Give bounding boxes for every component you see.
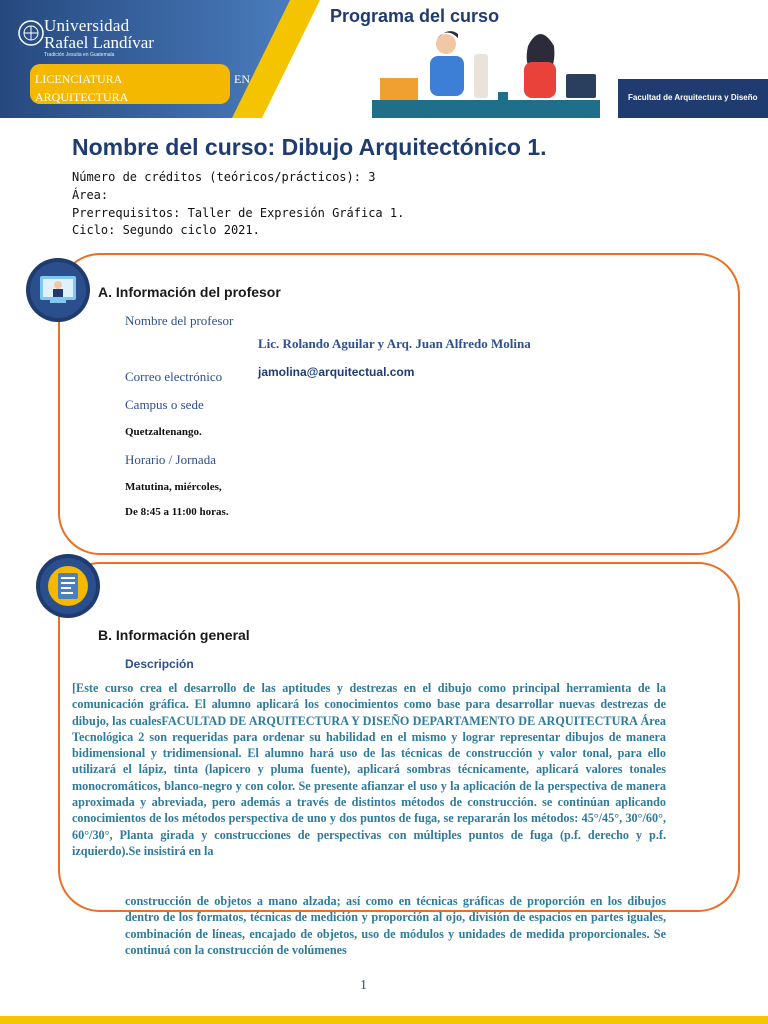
- university-seal-icon: [18, 20, 44, 46]
- cycle-line: Ciclo: Segundo ciclo 2021.: [72, 223, 260, 237]
- page-header: [0, 0, 768, 118]
- footer-bar: [0, 1016, 768, 1024]
- university-name-line1: Universidad: [44, 16, 130, 35]
- license-line2: ARQUITECTURA: [35, 90, 129, 104]
- description-paragraph-continued: construcción de objetos a mano alzada; así como en técnicas gráficas de proporción en los dibujos dentro de los formatos, técnicas de medición y proporción al ojo, división de espacios en partes iguales, combinación de líneas, encajado de objetos, uso de módulos y unidades de medida proporcionales. Se continuá con la construcción de volúmenes: [125, 894, 666, 957]
- teacher-screen-icon: [26, 258, 90, 322]
- program-title: Programa del curso: [330, 6, 500, 26]
- course-title: Nombre del curso: Dibujo Arquitectónico 1.: [72, 134, 547, 160]
- schedule-value-line2: De 8:45 a 11:00 horas.: [125, 506, 229, 518]
- prerequisites-line: Prerrequisitos: Taller de Expresión Gráfica 1.: [72, 206, 405, 220]
- section-b-heading: B. Información general: [98, 627, 250, 643]
- teacher-value: Lic. Rolando Aguilar y Arq. Juan Alfredo Molina: [258, 336, 531, 351]
- area-line: Área:: [72, 188, 109, 202]
- campus-value: Quetzaltenango.: [125, 426, 202, 438]
- license-en: EN: [234, 72, 250, 86]
- university-tagline: Tradición Jesuita en Guatemala: [44, 52, 115, 58]
- credits-line: Número de créditos (teóricos/prácticos): 3: [72, 170, 376, 184]
- faculty-name: Facultad de Arquitectura y Diseño: [628, 93, 758, 102]
- page-number: 1: [360, 978, 367, 993]
- email-label: Correo electrónico: [125, 369, 223, 384]
- license-line1: LICENCIATURA: [35, 72, 123, 86]
- email-value: jamolina@arquitectual.com: [258, 365, 415, 379]
- campus-label: Campus o sede: [125, 397, 204, 412]
- description-label: Descripción: [125, 657, 194, 671]
- section-a-heading: A. Información del profesor: [98, 284, 281, 300]
- document-icon: [36, 554, 100, 618]
- schedule-value-line1: Matutina, miércoles,: [125, 481, 222, 493]
- description-paragraph: [Este curso crea el desarrollo de las aptitudes y destrezas en el dibujo como principal herramienta de la comunicación gráfica. El alumno aplicará los conocimientos como base para desarrollar nuevas destrezas de dibujo, las cualesFACULTAD DE ARQUITECTURA Y DISEÑO DEPARTAMENTO DE ARQUITECTURA Área Tecnológica 2 son requeridas para ordenar su habilidad en el mismo y lograr representar dibujos de manera bidimensional y tridimensional. El alumno hará uso de las técnicas de construcción y valor tonal, para ello utilizará el lápiz, tinta (lapicero y pluma fuente), aplicará sombras técnicamente, aplicará valores tonales monocromáticos, blanco-negro y con color. Se presente afianzar el uso y la aplicación de la perspectiva de manera aproximada y abreviada, pero además a través de distintos métodos de construcción. se continúan aplicando conocimientos de los métodos perspectiva de uno y dos puntos de fuga, se repararán los métodos: 45°/45°, 30°/60°, 60°/30°, Planta girada y construcciones de perspectivas con múltiples puntos de fuga (p.f. derecho y p.f. izquierdo).Se insistirá en la: [72, 681, 666, 858]
- teacher-label: Nombre del profesor: [125, 313, 234, 328]
- schedule-label: Horario / Jornada: [125, 452, 216, 467]
- university-name-line2: Rafael Landívar: [44, 33, 154, 52]
